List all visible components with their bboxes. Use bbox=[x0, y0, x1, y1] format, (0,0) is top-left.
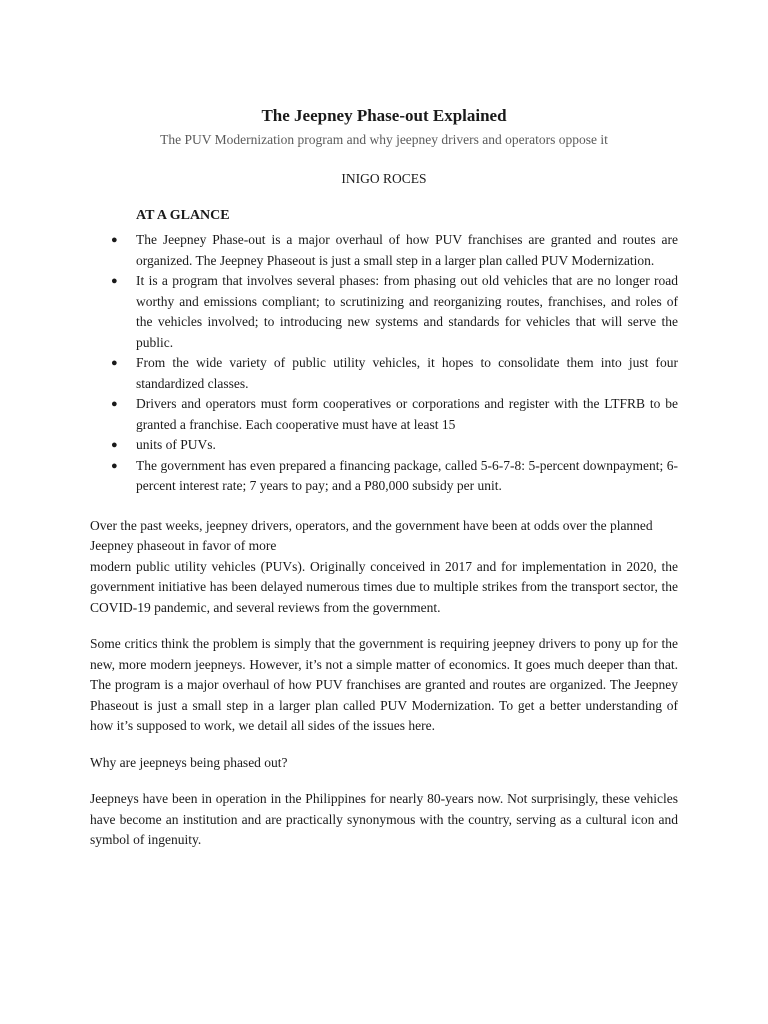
list-item bbox=[111, 456, 678, 497]
bullet-icon: ● bbox=[111, 459, 118, 472]
list-item bbox=[111, 394, 678, 435]
paragraph-line: Over the past weeks, jeepney drivers, operators, and the government have been at odds over the planned Jeepney phaseout in favor of more bbox=[90, 517, 653, 553]
document-page bbox=[90, 104, 678, 851]
bullet-icon: ● bbox=[111, 439, 118, 451]
bullet-icon: ● bbox=[111, 398, 118, 410]
paragraph-line: modern public utility vehicles (PUVs). Originally conceived in 2017 and for implementation in 2020, the government initiative has been delayed numerous times due to multiple strikes from the transport sector, the COVID-19 pandemic, and several reviews from the government. bbox=[90, 558, 678, 615]
at-a-glance-heading: AT A GLANCE bbox=[136, 208, 230, 223]
list-item bbox=[111, 230, 678, 271]
list-item-text: The government has even prepared a financing package, called 5-6-7-8: 5-percent downpayment; 6-percent interest rate; 7 years to pay; and a P80,000 subsidy per unit. bbox=[136, 457, 678, 493]
list-item-text: The Jeepney Phase-out is a major overhaul of how PUV franchises are granted and routes are organized. The Jeepney Phaseout is just a small step in a larger plan called PUV Modernization. bbox=[136, 232, 678, 268]
list-item bbox=[111, 435, 678, 456]
body-paragraph-1 bbox=[90, 516, 678, 619]
list-item-text: It is a program that involves several phases: from phasing out old vehicles that are no longer road worthy and emissions compliant; to scrutinizing and reorganizing routes, franchises, and roles of the vehicles involved; to introducing new systems and standards for vehicles that will serve the public. bbox=[136, 273, 678, 350]
bullet-icon: ● bbox=[111, 234, 118, 246]
author-name: INIGO ROCES bbox=[341, 171, 427, 186]
document-subtitle: The PUV Modernization program and why jeepney drivers and operators oppose it bbox=[160, 132, 608, 147]
list-item bbox=[111, 271, 678, 353]
list-item-text: Drivers and operators must form cooperatives or corporations and register with the LTFRB to be granted a franchise. Each cooperative must have at least 15 bbox=[136, 396, 678, 432]
at-a-glance-list bbox=[90, 230, 678, 497]
list-item-text: units of PUVs. bbox=[136, 437, 216, 452]
document-title: The Jeepney Phase-out Explained bbox=[261, 106, 507, 125]
body-paragraph-3: Jeepneys have been in operation in the Philippines for nearly 80-years now. Not surprisingly, these vehicles have become an institution and are practically synonymous with the country, serving as a cultural icon and symbol of ingenuity. bbox=[90, 791, 678, 847]
bullet-icon: ● bbox=[111, 275, 118, 287]
section-question: Why are jeepneys being phased out? bbox=[90, 754, 288, 770]
body-paragraph-2: Some critics think the problem is simply that the government is requiring jeepney drivers to pony up for the new, more modern jeepneys. However, it’s not a simple matter of economics. It goes much deeper than that. The program is a major overhaul of how PUV franchises are granted and routes are organized. The Jeepney Phaseout is just a small step in a larger plan called PUV Modernization. To get a better understanding of how it’s supposed to work, we detail all sides of the issues here. bbox=[90, 636, 678, 733]
bullet-icon: ● bbox=[111, 357, 118, 369]
list-item bbox=[111, 353, 678, 394]
list-item-text: From the wide variety of public utility vehicles, it hopes to consolidate them into just four standardized classes. bbox=[136, 355, 678, 391]
